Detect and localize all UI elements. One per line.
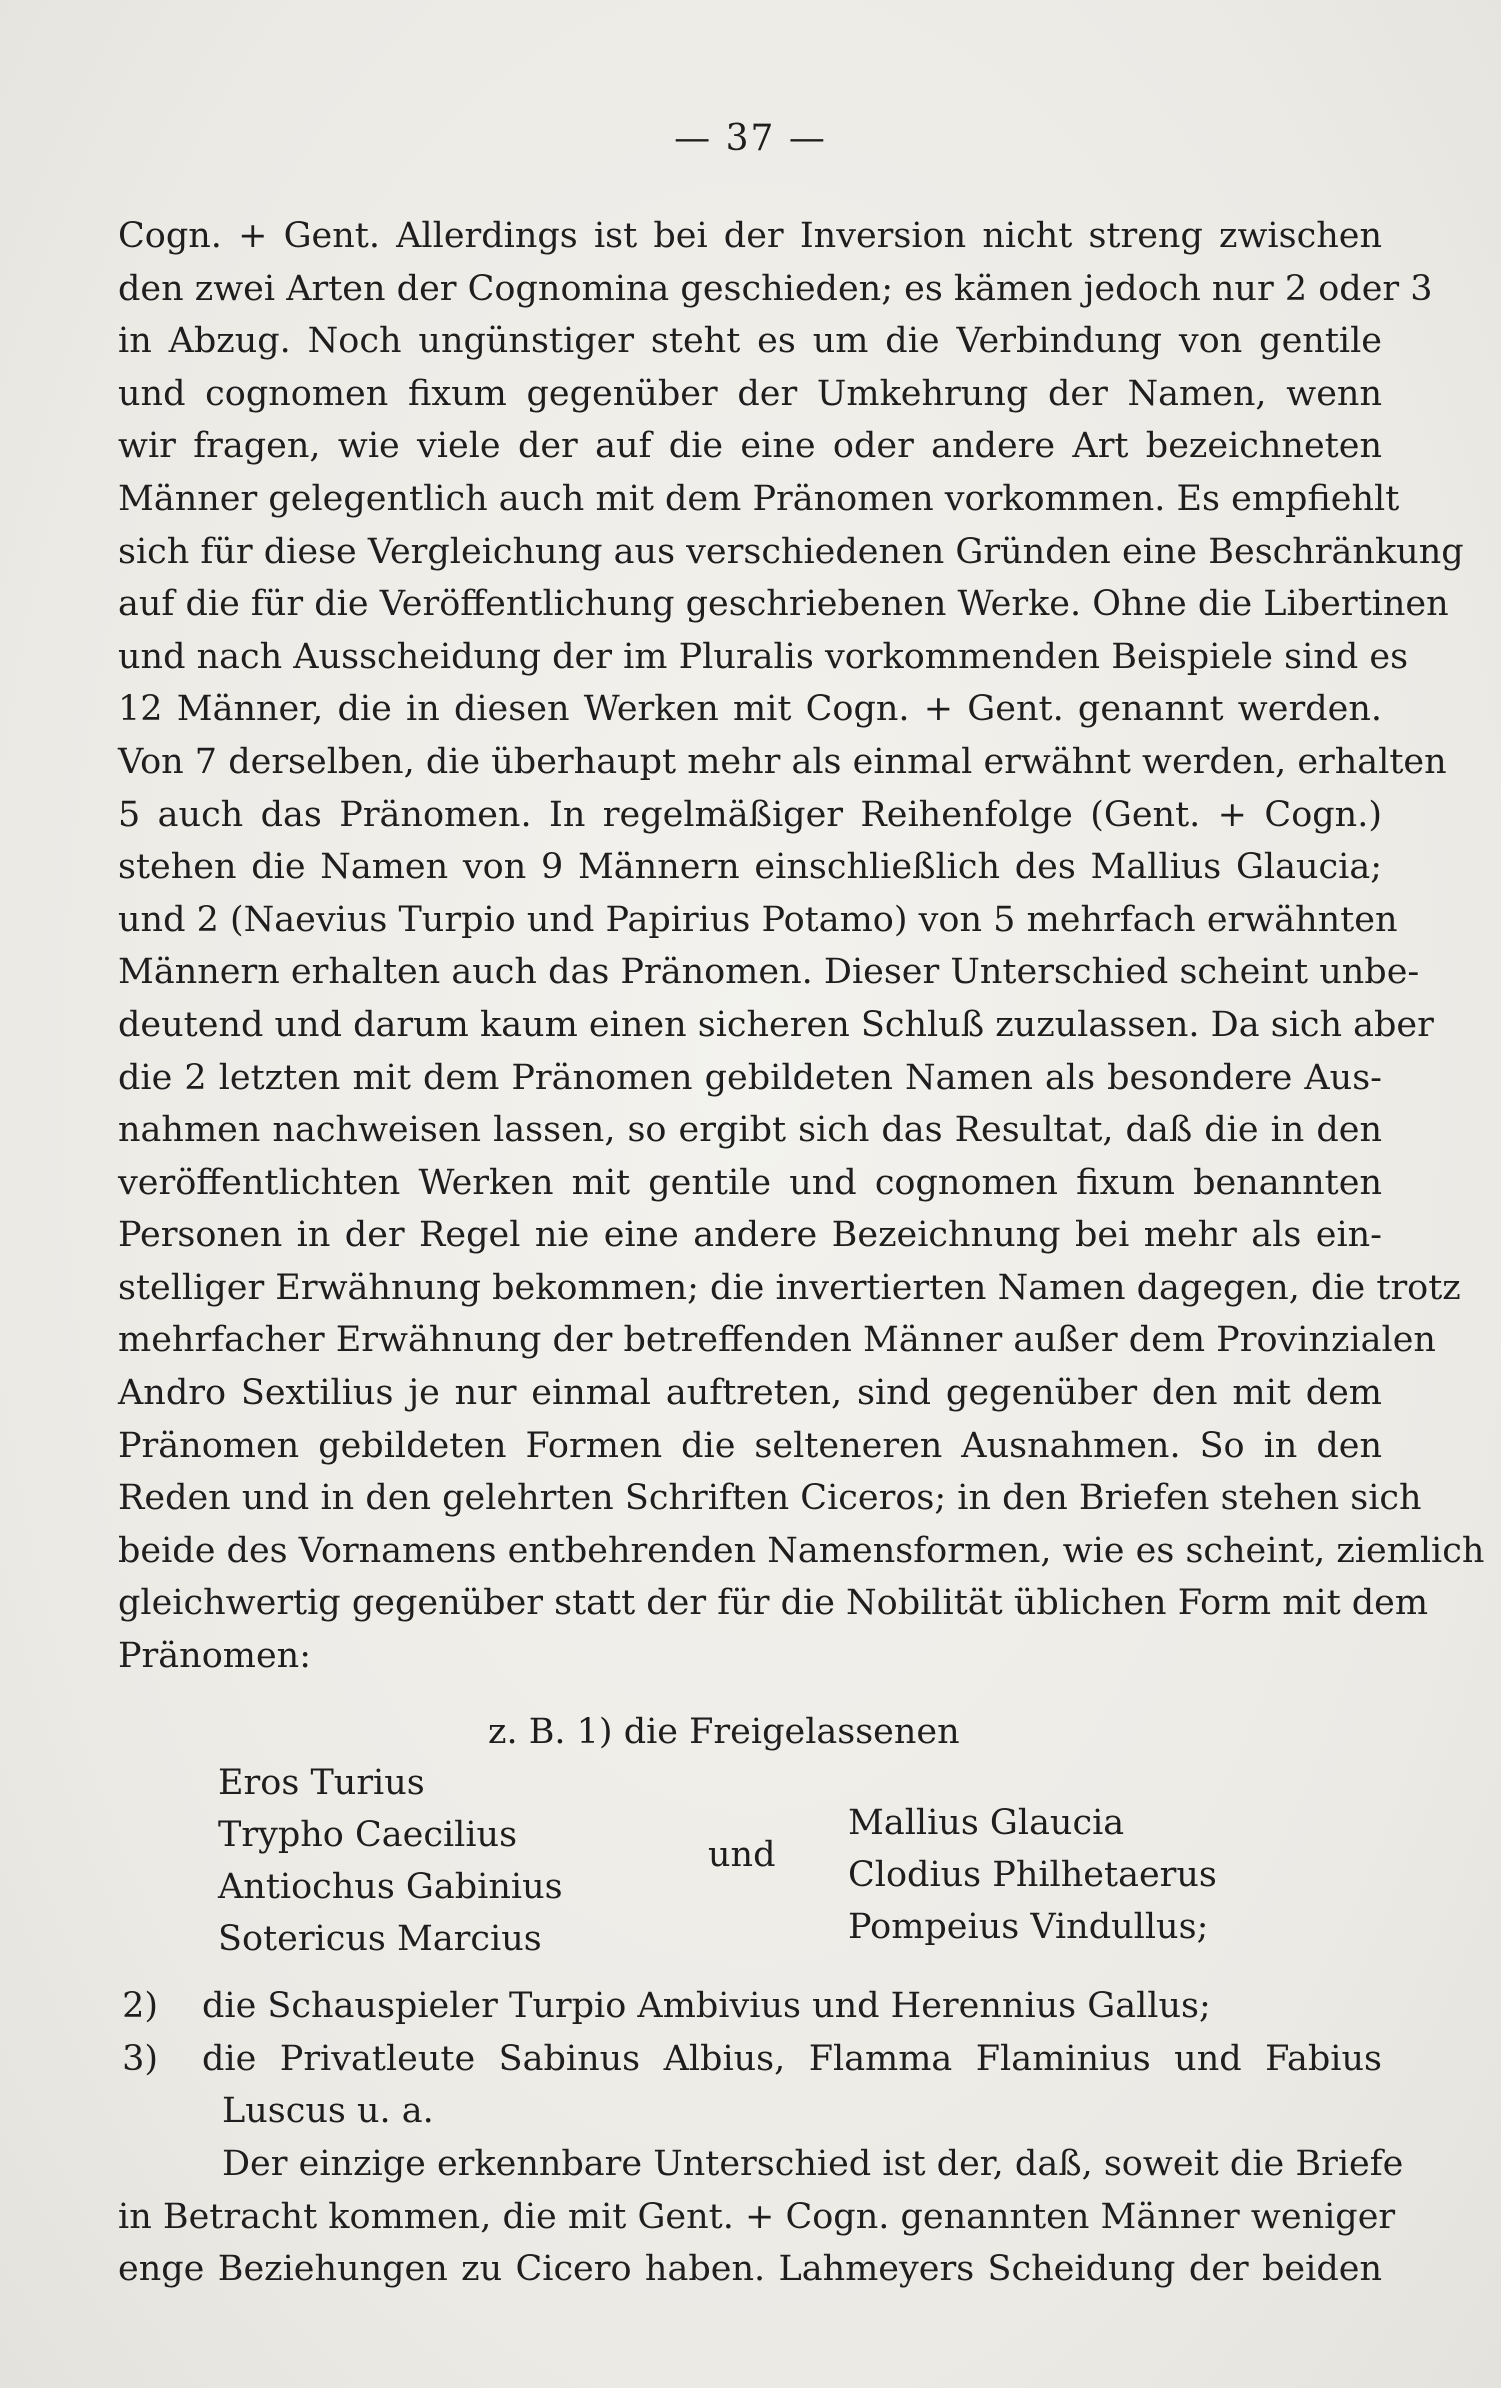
text-line: stehen die Namen von 9 Männern einschließlich des Mallius Glaucia;: [118, 847, 1382, 888]
text-line: Andro Sextilius je nur einmal auftreten, sind gegenüber den mit dem: [118, 1373, 1382, 1414]
closing-paragraph: [118, 2138, 1404, 2296]
item-text: die Privatleute Sabinus Albius, Flamma Flaminius und Fabius: [202, 2038, 1382, 2079]
text-line: und nach Ausscheidung der im Pluralis vorkommenden Beispiele sind es: [118, 636, 1409, 677]
text-line: in Abzug. Noch ungünstiger steht es um die Verbindung von gentile: [118, 321, 1382, 362]
item-continuation: Luscus u. a.: [222, 2091, 434, 2132]
text-line: Cogn. + Gent. Allerdings ist bei der Inversion nicht streng zwischen: [118, 216, 1382, 256]
text-line: beide des Vornamens entbehrenden Namensformen, wie es scheint, ziemlich: [118, 1530, 1485, 1571]
text-line: Personen in der Regel nie eine andere Bezeichnung bei mehr als ein-: [118, 1215, 1382, 1256]
text-line: die 2 letzten mit dem Pränomen gebildeten Namen als besondere Aus-: [118, 1057, 1382, 1098]
text-line: Von 7 derselben, die überhaupt mehr als einmal erwähnt werden, erhalten: [118, 741, 1447, 782]
text-line: Pränomen:: [118, 1636, 311, 1677]
text-line: Reden und in den gelehrten Schriften Ciceros; in den Briefen stehen sich: [118, 1478, 1422, 1519]
name-entry: Eros Turius: [218, 1763, 425, 1803]
item-number: 2): [122, 1986, 158, 2026]
text-line: sich für diese Vergleichung aus verschiedenen Gründen eine Beschränkung: [118, 531, 1464, 572]
examples-intro: z. B. 1) die Freigelassenen: [488, 1712, 960, 1752]
page-number: — 37 —: [674, 118, 827, 159]
text-line: Pränomen gebildeten Formen die selteneren Ausnahmen. So in den: [118, 1425, 1382, 1466]
name-entry: Sotericus Marcius: [218, 1919, 542, 1959]
text-line: und 2 (Naevius Turpio und Papirius Potamo) von 5 mehrfach erwähnten: [118, 899, 1398, 940]
text-line: auf die für die Veröffentlichung geschriebenen Werke. Ohne die Libertinen: [118, 584, 1449, 625]
text-line: nahmen nachweisen lassen, so ergibt sich das Resultat, daß die in den: [118, 1110, 1382, 1151]
text-line: und cognomen fixum gegenüber der Umkehrung der Namen, wenn: [118, 373, 1382, 414]
text-line: stelliger Erwähnung bekommen; die invertierten Namen dagegen, die trotz: [118, 1267, 1461, 1308]
name-entry: Pompeius Vindullus;: [848, 1907, 1209, 1947]
text-line: Der einzige erkennbare Unterschied ist der, daß, soweit die Briefe: [222, 2144, 1404, 2184]
text-line: mehrfacher Erwähnung der betreffenden Männer außer dem Provinzialen: [118, 1320, 1436, 1361]
name-entry: Antiochus Gabinius: [218, 1867, 563, 1907]
item-number: 3): [122, 2038, 158, 2079]
text-line: 5 auch das Pränomen. In regelmäßiger Reihenfolge (Gent. + Cogn.): [118, 794, 1382, 835]
text-line: in Betracht kommen, die mit Gent. + Cogn. genannten Männer weniger: [118, 2196, 1396, 2237]
right-name-list: [848, 1797, 1217, 1953]
text-line: veröffentlichten Werken mit gentile und cognomen fixum benannten: [118, 1162, 1382, 1203]
names-table: [118, 1757, 1382, 1972]
list-item: [118, 1980, 1382, 2033]
numbered-list: [118, 1980, 1382, 2138]
main-paragraph: [118, 210, 1485, 1683]
left-name-list: [218, 1757, 563, 1965]
text-line: wir fragen, wie viele der auf die eine oder andere Art bezeichneten: [118, 426, 1382, 467]
name-entry: Trypho Caecilius: [218, 1815, 518, 1855]
name-entry: Clodius Philhetaerus: [848, 1855, 1217, 1895]
list-item: [118, 2033, 1382, 2086]
text-line: Männer gelegentlich auch mit dem Pränomen vorkommen. Es empfiehlt: [118, 478, 1400, 519]
text-line: enge Beziehungen zu Cicero haben. Lahmeyers Scheidung der beiden: [118, 2249, 1382, 2290]
text-line: den zwei Arten der Cognomina geschieden; es kämen jedoch nur 2 oder 3: [118, 268, 1433, 309]
conjunction: und: [708, 1835, 776, 1875]
text-line: deutend und darum kaum einen sicheren Schluß zuzulassen. Da sich aber: [118, 1004, 1434, 1045]
text-line: 12 Männer, die in diesen Werken mit Cogn. + Gent. genannt werden.: [118, 689, 1382, 730]
item-text: die Schauspieler Turpio Ambivius und Herennius Gallus;: [202, 1986, 1211, 2026]
text-line: Männern erhalten auch das Pränomen. Dieser Unterschied scheint unbe-: [118, 952, 1420, 993]
text-line: gleichwertig gegenüber statt der für die Nobilität üblichen Form mit dem: [118, 1583, 1429, 1624]
name-entry: Mallius Glaucia: [848, 1803, 1125, 1843]
